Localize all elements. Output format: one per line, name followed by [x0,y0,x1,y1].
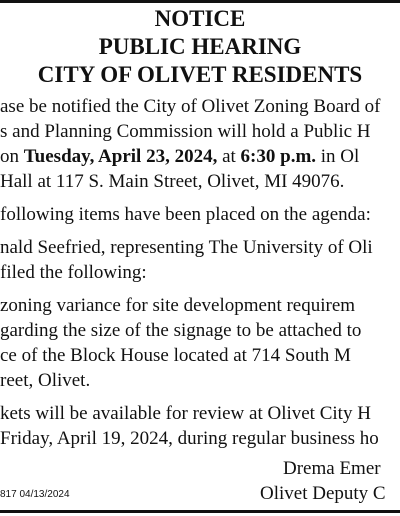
paragraph-1-line-3-prefix: on [0,146,24,167]
paragraph-3-line-2: filed the following: [0,262,147,283]
hearing-date: Tuesday, April 23, 2024, [23,146,218,167]
publication-code: 817 04/13/2024 [0,489,70,500]
paragraph-1-line-4: Hall at 117 S. Main Street, Olivet, MI 49076. [0,171,345,192]
paragraph-4-line-1: zoning variance for site development requirem [0,295,356,316]
paragraph-5-line-2: Friday, April 19, 2024, during regular business ho [0,428,379,449]
notice-subtitle: PUBLIC HEARING [98,34,302,59]
paragraph-2-line-1: following items have been placed on the agenda: [0,204,371,225]
signature-title: Olivet Deputy C [260,483,386,504]
paragraph-3-line-1: nald Seefried, representing The University of Oli [0,237,373,258]
notice-audience: CITY OF OLIVET RESIDENTS [37,62,363,87]
paragraph-4-line-2: garding the size of the signage to be attached to [0,320,362,341]
paragraph-1-line-3-suffix: in Ol [316,146,360,167]
paragraph-4-line-3: ce of the Block House located at 714 South M [0,345,351,366]
paragraph-1-line-1: ase be notified the City of Olivet Zoning Board of [0,96,381,117]
hearing-time: 6:30 p.m. [240,146,317,167]
paragraph-1-line-3 [0,146,359,168]
signature-name: Drema Emer [283,458,381,479]
paragraph-4-line-4: reet, Olivet. [0,370,91,391]
paragraph-1-line-2: s and Planning Commission will hold a Public H [0,121,371,142]
paragraph-5-line-1: kets will be available for review at Olivet City H [0,403,371,424]
bottom-border [0,510,400,513]
paragraph-1-line-3-mid: at [217,146,241,167]
top-border [0,0,400,3]
notice-title: NOTICE [154,6,246,31]
